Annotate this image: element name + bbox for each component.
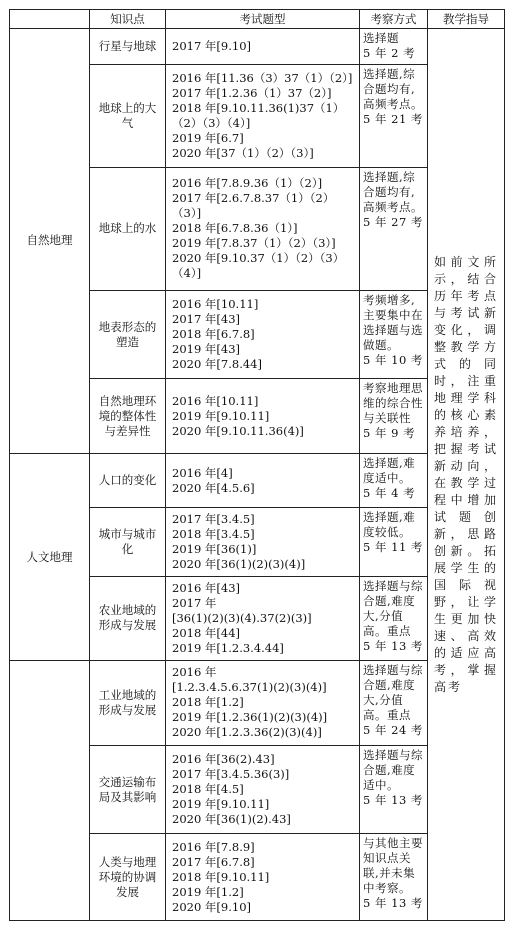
header-method: 考察方式 [360,10,428,29]
topic-cell: 自然地理环境的整体性与差异性 [90,379,166,454]
topic-cell: 交通运输布局及其影响 [90,745,166,834]
document-page [9,9,504,921]
exam-count: 5 年 4 考 [363,485,416,500]
exam-year-line: 2016 年[10.11] [172,393,259,408]
exam-year-line: 2017 年 [172,595,217,610]
method-description: 选择题与综合题,难度大,分值高。重点 [363,663,423,723]
exam-year-line: 2018 年[6.7.8] [172,327,255,342]
years-cell [166,379,360,454]
exam-year-line: （2）（3）（4）] [172,116,251,131]
exam-year-line: 2019 年[36(1)] [172,541,257,556]
exam-year-line: 2020 年[37（1）（2）（3）] [172,146,314,161]
exam-year-line: 2020 年[4.5.6] [172,480,255,495]
exam-count: 5 年 21 考 [363,112,423,127]
method-cell [360,453,428,507]
category-physical-geography: 自然地理 [10,29,90,454]
exam-year-line: 2017 年[9.10] [172,39,252,54]
exam-count: 5 年 13 考 [363,896,423,911]
exam-year-line: 2020 年[36(1)(2).43] [172,812,291,827]
exam-year-line: 2019 年[1.2.3.4.44] [172,640,284,655]
method-description: 选择题,难度较低。 [363,510,416,540]
exam-year-line: 2019 年[1.2.36(1)(2)(3)(4)] [172,710,328,725]
topic-cell: 城市与城市化 [90,508,166,576]
exam-year-line: 2017 年[1.2.36（1）37（2）] [172,86,332,101]
exam-year-line: [36(1)(2)(3)(4).37(2)(3)] [172,610,312,625]
exam-year-line: 2016 年 [172,665,217,680]
header-category [10,10,90,29]
header-topic: 知识点 [90,10,166,29]
exam-year-line: 2017 年[6.7.8] [172,854,255,869]
exam-year-line: 2018 年[1.2] [172,695,244,710]
years-cell [166,508,360,576]
method-cell [360,834,428,921]
method-cell [360,661,428,746]
method-description: 选择题与综合题,难度适中。 [363,747,423,792]
topic-cell: 地球上的水 [90,167,166,290]
method-description: 选择题,综合题均有,高频考点。 [363,169,423,214]
years-cell [166,745,360,834]
exam-year-line: 2017 年[3.4.5.36(3)] [172,767,290,782]
exam-year-line: 2020 年[9.10.37（1）（2）（3） [172,251,345,266]
topic-cell: 人口的变化 [90,453,166,507]
exam-year-line: 2020 年[7.8.44] [172,357,262,372]
method-cell [360,65,428,168]
method-cell [360,29,428,65]
method-cell [360,745,428,834]
table-row [10,29,505,65]
exam-year-line: 2018 年[3.4.5] [172,526,255,541]
exam-year-line: 2016 年[43] [172,580,241,595]
years-cell [166,290,360,379]
exam-year-line: 2019 年[7.8.37（1）（2）（3）] [172,236,336,251]
exam-year-line: 2019 年[43] [172,342,241,357]
exam-count: 5 年 10 考 [363,352,423,367]
exam-year-line: 2016 年[11.36（3）37（1）（2）] [172,71,353,86]
method-cell [360,576,428,661]
years-cell [166,65,360,168]
exam-year-line: 2019 年[6.7] [172,131,244,146]
exam-count: 5 年 11 考 [363,540,423,555]
exam-year-line: （4）] [172,266,202,281]
exam-year-line: 2016 年[10.11] [172,297,259,312]
exam-count: 5 年 2 考 [363,46,416,60]
exam-year-line: 2019 年[9.10.11] [172,408,270,423]
years-cell [166,661,360,746]
header-exam-types: 考试题型 [166,10,360,29]
exam-year-line: 2018 年[4.5] [172,782,244,797]
teaching-guidance: 如前文所示，结合历年考点与考试新变化，调整教学方式的同时，注重地理学科的核心素养培养，把握考试新动向，在教学过程中增加试题创新，思路创新。拓展学生的国际视野，让学生更加快速、高效的适应高考，掌握高考 [428,29,505,921]
exam-count: 5 年 9 考 [363,426,416,441]
topic-cell: 农业地域的形成与发展 [90,576,166,661]
method-description: 选择题与综合题,难度大,分值高。重点 [363,578,423,638]
exam-year-line: 2018 年[9.10.11.36(1)37（1） [172,101,345,116]
exam-count: 5 年 13 考 [363,792,423,807]
years-cell [166,453,360,507]
years-cell [166,167,360,290]
exam-year-line: 2018 年[44] [172,625,241,640]
topic-cell: 地球上的大气 [90,65,166,168]
exam-year-line: 2016 年[36(2).43] [172,752,275,767]
topic-cell: 地表形态的塑造 [90,290,166,379]
exam-analysis-table [9,9,505,921]
exam-year-line: 2019 年[9.10.11] [172,797,270,812]
category-human-geography: 人文地理 [10,453,90,660]
exam-year-line: 2020 年[36(1)(2)(3)(4)] [172,556,306,571]
method-cell [360,290,428,379]
method-description: 与其他主要知识点关联,并未集中考察。 [363,836,423,896]
exam-count: 5 年 24 考 [363,723,423,738]
topic-cell: 人类与地理环境的协调发展 [90,834,166,921]
exam-year-line: 2020 年[9.10] [172,899,252,914]
exam-year-line: 2016 年[7.8.9.36（1）（2）] [172,176,323,191]
exam-year-line: 2018 年[9.10.11] [172,869,270,884]
exam-year-line: 2016 年[4] [172,465,233,480]
category-unlabeled [10,661,90,921]
exam-count: 5 年 13 考 [363,638,423,653]
method-description: 考频增多,主要集中在选择题与选做题。 [363,292,423,352]
method-cell [360,508,428,576]
exam-year-line: 2020 年[9.10.11.36(4)] [172,423,304,438]
method-cell [360,167,428,290]
exam-year-line: [1.2.3.4.5.6.37(1)(2)(3)(4)] [172,680,327,695]
years-cell [166,576,360,661]
exam-year-line: 2019 年[1.2] [172,884,244,899]
topic-cell: 行星与地球 [90,29,166,65]
method-description: 选择题 [363,31,399,45]
topic-cell: 工业地域的形成与发展 [90,661,166,746]
exam-year-line: 2018 年[6.7.8.36（1）] [172,221,298,236]
method-description: 考察地理思维的综合性与关联性 [363,381,423,426]
method-cell [360,379,428,454]
exam-year-line: 2016 年[7.8.9] [172,839,255,854]
exam-year-line: 2017 年[2.6.7.8.37（1）（2） [172,191,335,206]
header-guidance: 教学指导 [428,10,505,29]
exam-year-line: 2017 年[3.4.5] [172,511,255,526]
method-description: 选择题,难度适中。 [363,455,416,485]
method-description: 选择题,综合题均有,高频考点。 [363,67,423,112]
header-row [10,10,505,29]
years-cell [166,834,360,921]
exam-count: 5 年 27 考 [363,214,423,229]
years-cell [166,29,360,65]
exam-year-line: 2017 年[43] [172,312,241,327]
exam-year-line: （3）] [172,206,202,221]
exam-year-line: 2020 年[1.2.3.36(2)(3)(4)] [172,725,322,740]
